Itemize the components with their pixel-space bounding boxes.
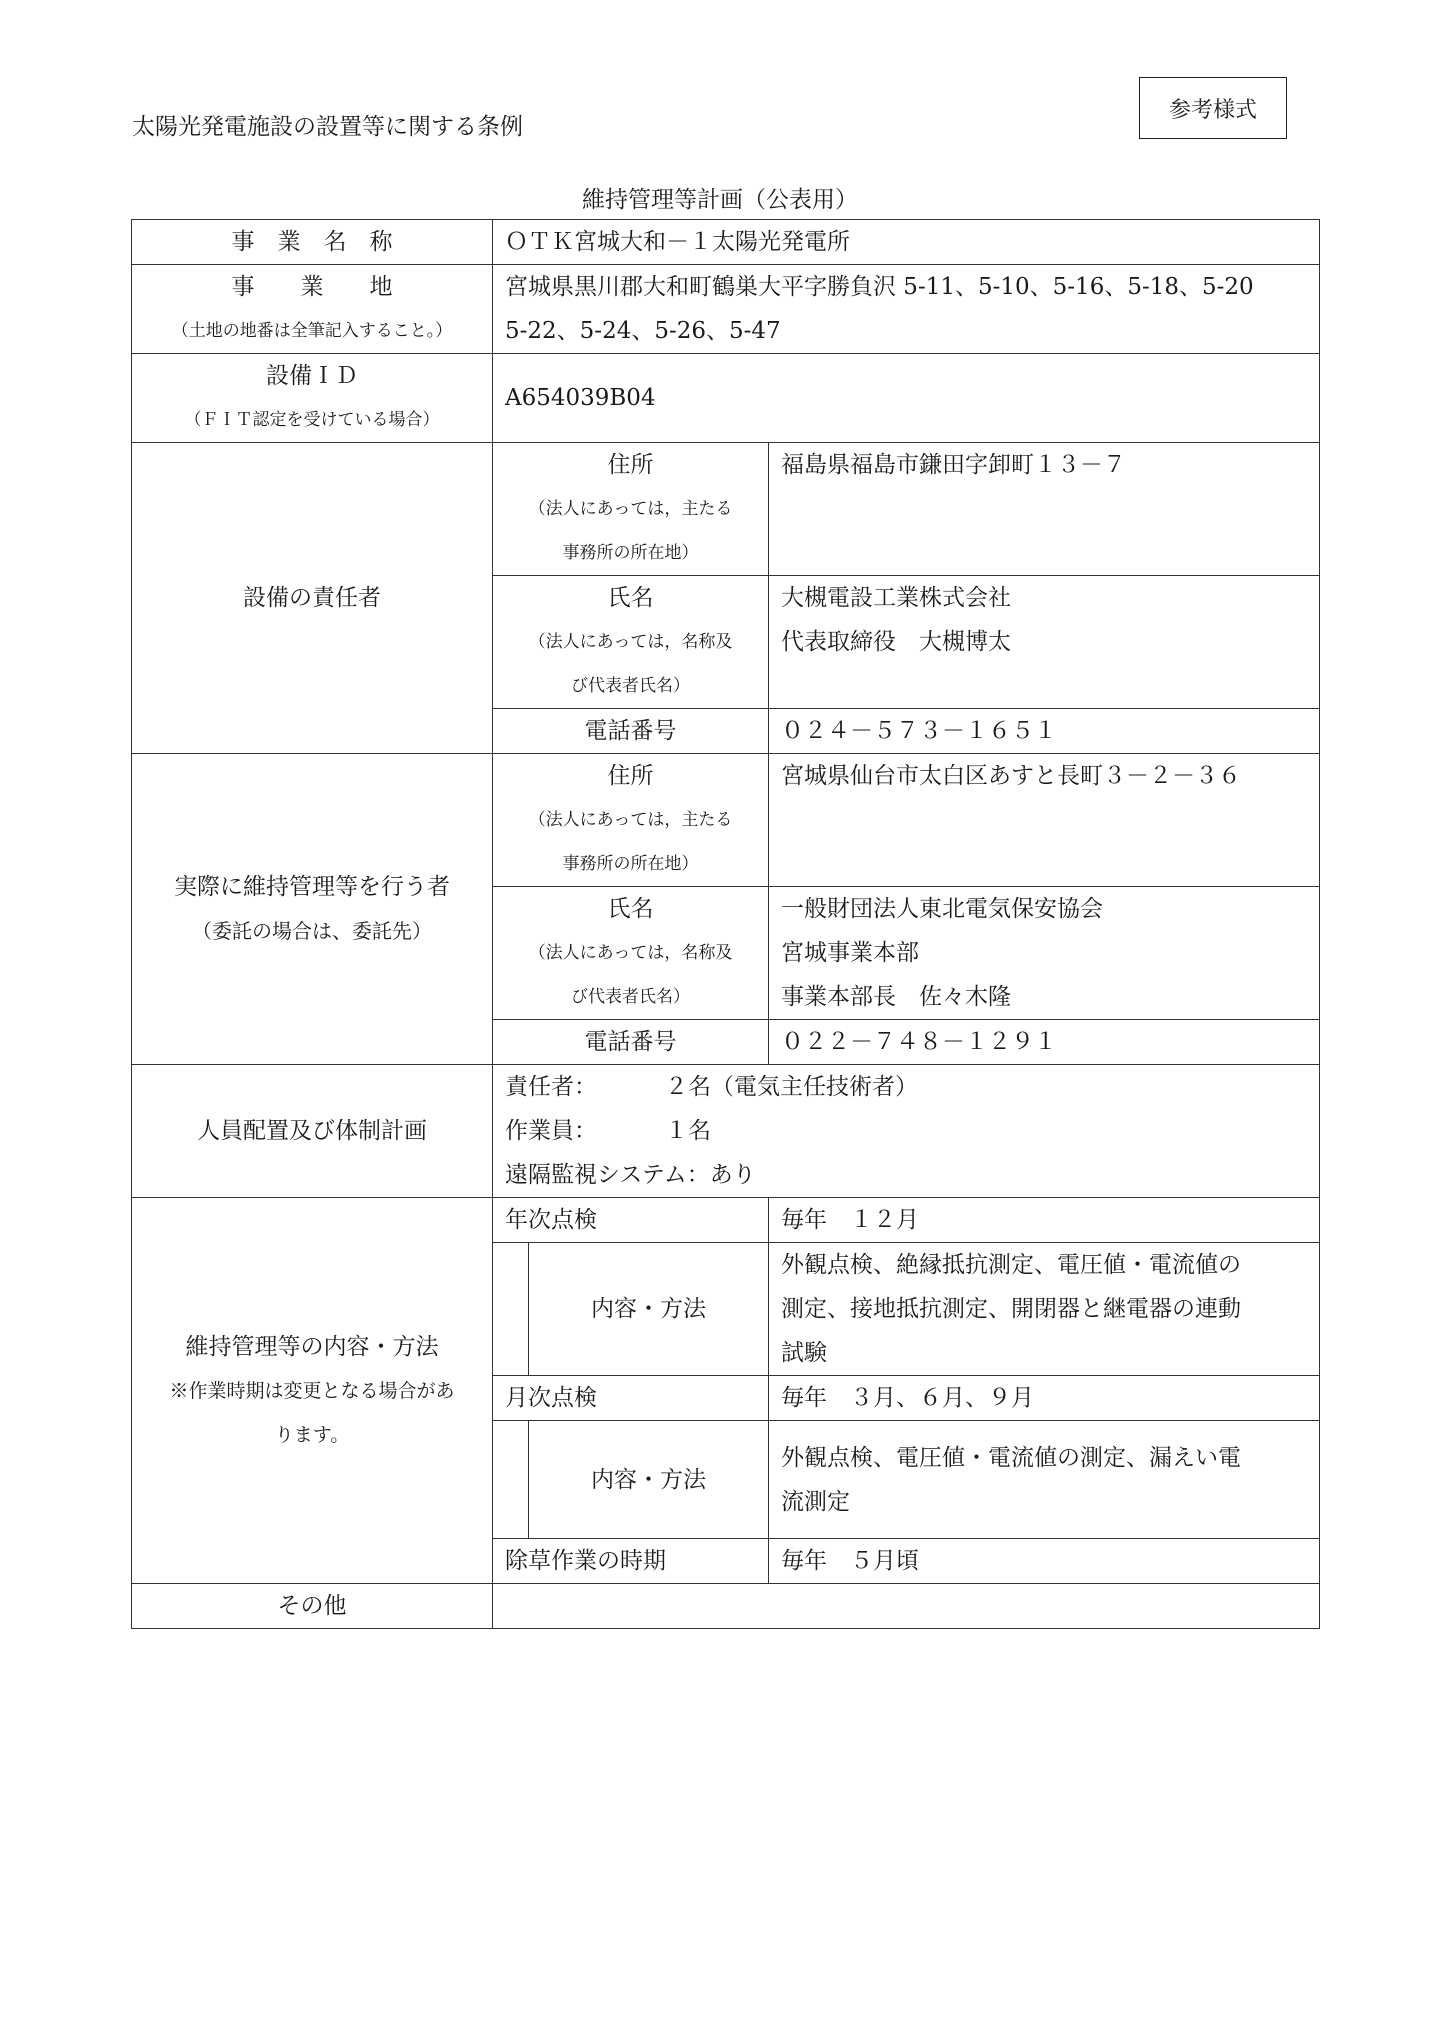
monthly-method-line-1: 外観点検、電圧値・電流値の測定、漏えい電 <box>781 1444 1241 1471</box>
other-value <box>493 1584 1320 1629</box>
manager-name-value-1: 大槻電設工業株式会社 <box>781 585 1011 611</box>
operator-name-value-2: 宮城事業本部 <box>781 940 919 966</box>
reference-form-label: 参考様式 <box>1139 77 1287 139</box>
manager-address-label: 住所 <box>607 452 654 478</box>
manager-name-value-2: 代表取締役 大槻博太 <box>781 629 1011 655</box>
operator-address-label-cell <box>493 754 769 887</box>
monthly-method-value <box>769 1421 1320 1539</box>
monthly-method-indent <box>493 1421 529 1539</box>
operator-name-note-1: （法人にあっては，名称及 <box>528 943 733 963</box>
document-title: 維持管理等計画（公表用） <box>582 187 858 213</box>
operator-name-note-2: び代表者氏名） <box>571 987 690 1007</box>
manager-name-note-2: び代表者氏名） <box>571 676 690 696</box>
business-site-label: 事 業 地 <box>231 274 393 300</box>
row-business-site <box>132 265 1320 354</box>
row-other <box>132 1584 1320 1629</box>
operator-phone-value: ０２２－７４８－１２９１ <box>769 1020 1320 1065</box>
monthly-inspection-value: 毎年 ３月、６月、９月 <box>769 1376 1320 1421</box>
monthly-method-line-2: 流測定 <box>781 1488 850 1515</box>
manager-phone-label: 電話番号 <box>493 709 769 754</box>
staffing-line-3: 遠隔監視システム：あり <box>505 1162 756 1188</box>
staffing-line-2 <box>505 1109 1307 1153</box>
equipment-id-value: A654039B04 <box>493 354 1320 443</box>
manager-name-label: 氏名 <box>607 585 654 611</box>
manager-address-note-1: （法人にあっては，主たる <box>528 499 733 519</box>
annual-method-indent <box>493 1243 529 1376</box>
maintenance-operator-label: 実際に維持管理等を行う者 <box>174 874 450 900</box>
staffing-label: 人員配置及び体制計画 <box>132 1065 493 1198</box>
ordinance-title: 太陽光発電施設の設置等に関する条例 <box>132 114 523 140</box>
maintenance-operator-label-cell <box>132 754 493 1065</box>
operator-name-value-1: 一般財団法人東北電気保安協会 <box>781 896 1103 922</box>
manager-address-note-2: 事務所の所在地） <box>562 543 699 563</box>
maintenance-content-label: 維持管理等の内容・方法 <box>185 1333 439 1360</box>
row-annual-inspection <box>132 1198 1320 1243</box>
equipment-id-label-cell <box>132 354 493 443</box>
business-site-value-line2: 5-22、5-24、5-26、5-47 <box>505 318 781 344</box>
annual-method-label: 内容・方法 <box>529 1243 769 1376</box>
operator-phone-label: 電話番号 <box>493 1020 769 1065</box>
business-site-note: （土地の地番は全筆記入すること。） <box>171 321 453 341</box>
operator-name-label-cell <box>493 887 769 1020</box>
manager-name-value <box>769 576 1320 709</box>
operator-address-value: 宮城県仙台市太白区あすと長町３－２－３６ <box>769 754 1320 887</box>
maintenance-content-note-2: ります。 <box>274 1423 350 1446</box>
business-site-label-cell <box>132 265 493 354</box>
annual-method-value <box>769 1243 1320 1376</box>
row-operator-address <box>132 754 1320 887</box>
maintenance-content-note-1: ※作業時期は変更となる場合があ <box>169 1379 455 1402</box>
monthly-inspection-label: 月次点検 <box>493 1376 769 1421</box>
manager-name-note-1: （法人にあっては，名称及 <box>528 632 733 652</box>
staffing-line-2-key: 作業員： <box>505 1118 597 1144</box>
operator-address-note-2: 事務所の所在地） <box>562 854 699 874</box>
business-name-value: ＯＴＫ宮城大和－１太陽光発電所 <box>493 220 1320 265</box>
operator-address-note-1: （法人にあっては，主たる <box>528 810 733 830</box>
equipment-manager-label: 設備の責任者 <box>132 443 493 754</box>
maintenance-plan-table <box>131 219 1320 1629</box>
annual-method-line-2: 測定、接地抵抗測定、開閉器と継電器の連動 <box>781 1296 1241 1322</box>
staffing-line-1-value: ２名（電気主任技術者） <box>665 1074 918 1100</box>
manager-phone-value: ０２４－５７３－１６５１ <box>769 709 1320 754</box>
operator-name-value-3: 事業本部長 佐々木隆 <box>781 984 1011 1010</box>
equipment-id-note: （ＦＩＴ認定を受けている場合） <box>184 410 440 430</box>
manager-address-label-cell <box>493 443 769 576</box>
annual-method-line-1: 外観点検、絶縁抵抗測定、電圧値・電流値の <box>781 1252 1241 1278</box>
staffing-line-1 <box>505 1065 1307 1109</box>
operator-address-label: 住所 <box>607 763 654 789</box>
weeding-label: 除草作業の時期 <box>493 1539 769 1584</box>
monthly-method-label: 内容・方法 <box>529 1421 769 1539</box>
row-equipment-id <box>132 354 1320 443</box>
operator-name-label: 氏名 <box>607 896 654 922</box>
manager-address-value: 福島県福島市鎌田字卸町１３－７ <box>769 443 1320 576</box>
staffing-line-2-value: １名 <box>665 1118 711 1144</box>
other-label: その他 <box>132 1584 493 1629</box>
weeding-value: 毎年 ５月頃 <box>769 1539 1320 1584</box>
row-staffing <box>132 1065 1320 1198</box>
row-manager-address <box>132 443 1320 576</box>
maintenance-content-label-cell <box>132 1198 493 1584</box>
row-business-name <box>132 220 1320 265</box>
manager-name-label-cell <box>493 576 769 709</box>
maintenance-operator-note: （委託の場合は、委託先） <box>192 919 432 943</box>
annual-inspection-label: 年次点検 <box>493 1198 769 1243</box>
business-site-value-line1: 宮城県黒川郡大和町鶴巣大平字勝負沢 5-11、5-10、5-16、5-18、5-20 <box>505 274 1254 300</box>
equipment-id-label: 設備ＩＤ <box>266 363 358 389</box>
staffing-line-1-key: 責任者： <box>505 1074 597 1100</box>
business-name-label: 事 業 名 称 <box>132 220 493 265</box>
staffing-value <box>493 1065 1320 1198</box>
annual-inspection-value: 毎年 １２月 <box>769 1198 1320 1243</box>
annual-method-line-3: 試験 <box>781 1340 827 1366</box>
operator-name-value <box>769 887 1320 1020</box>
business-site-value <box>493 265 1320 354</box>
